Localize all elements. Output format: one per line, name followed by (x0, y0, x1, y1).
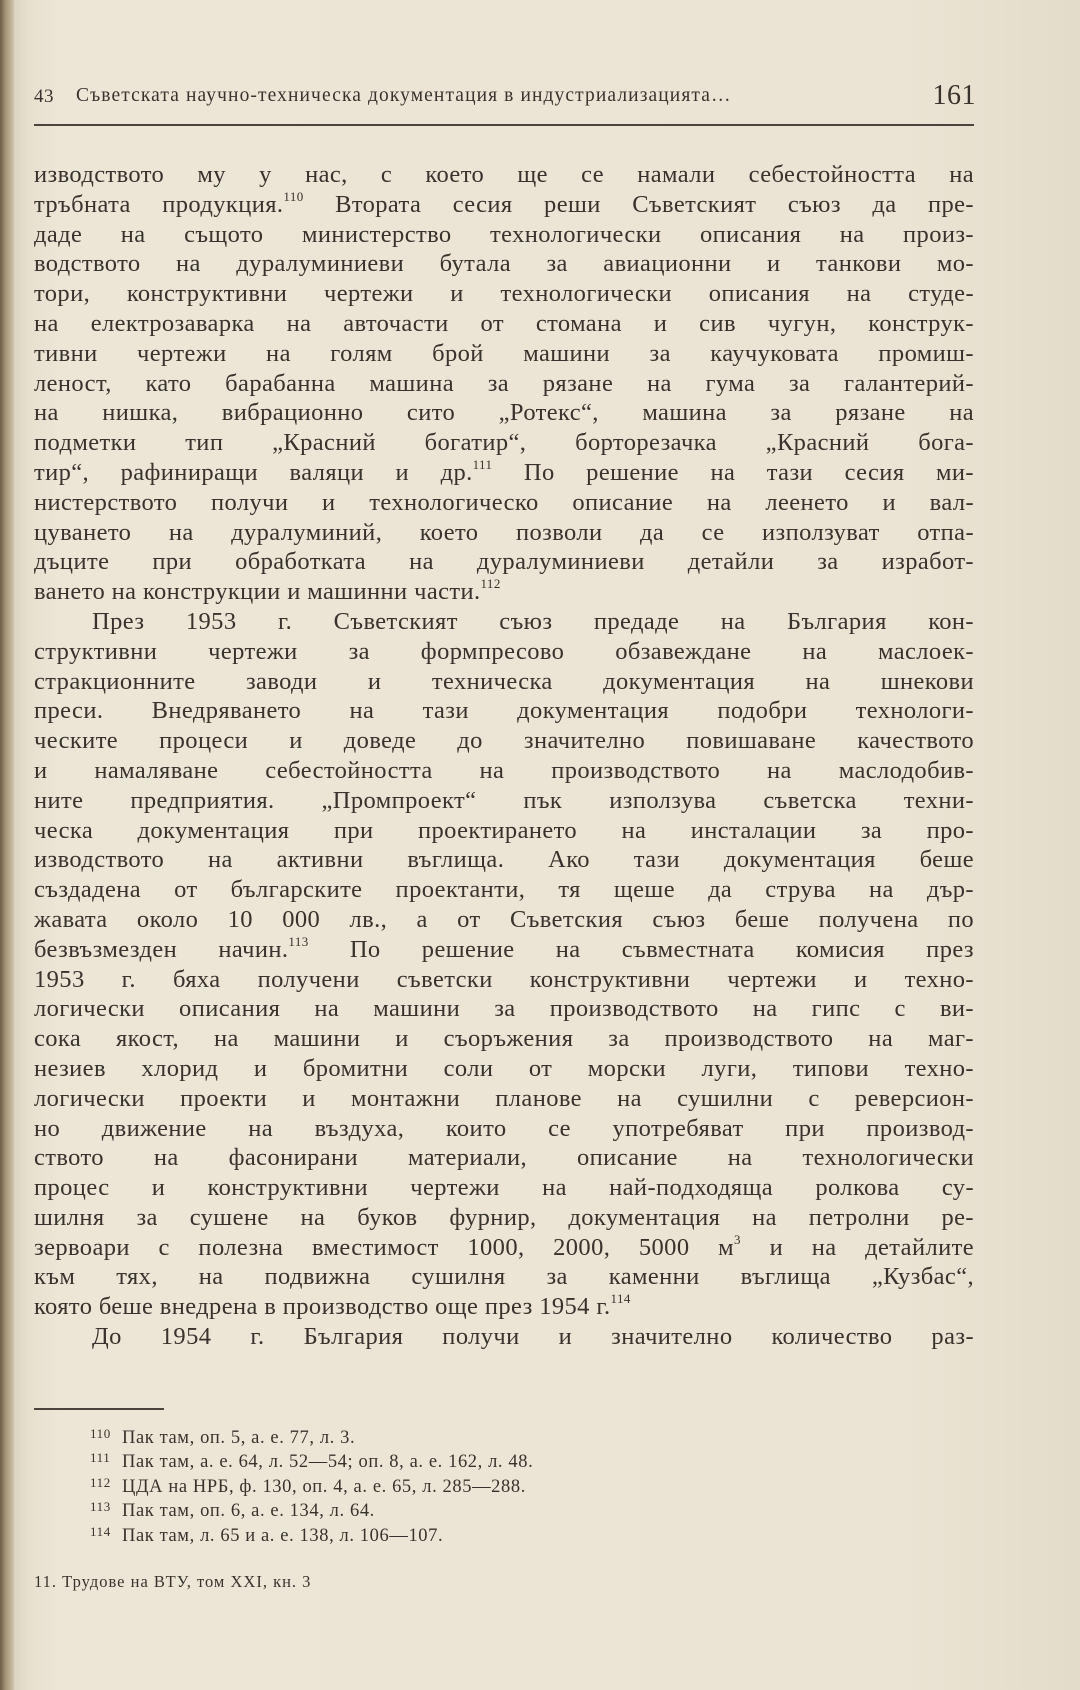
body-line-text: шилня за сушене на буков фурнир, документация на петролни ре- (34, 1203, 974, 1231)
body-line-text: на нишка, вибрационно сито „Ротекс“, машина за рязане на (34, 399, 974, 427)
body-line-text: През 1953 г. Съветският съюз предаде на България кон- (92, 607, 974, 635)
body-line (34, 190, 974, 220)
body-line-text: логически проекти и монтажни планове на сушилни с реверсион- (34, 1084, 974, 1112)
body-line-text: преси. Внедряването на тази документация подобри технологи- (34, 697, 974, 725)
body-line (34, 309, 974, 339)
footnote-reference: 110 (283, 189, 304, 204)
body-line (34, 1262, 974, 1292)
body-line-text: ческа документация при проектирането на инсталации за про- (34, 816, 974, 844)
body-line-text: изводството на активни въглища. Ако тази документация беше (34, 846, 974, 874)
body-line-text: ческите процеси и доведе до значително повишаване качеството (34, 727, 974, 755)
body-line (34, 369, 974, 399)
body-line-text: цуването на дуралуминий, което позволи да се използуват отпа- (34, 518, 974, 546)
footnote-reference: 112 (480, 577, 501, 592)
footnote-reference: 113 (288, 934, 309, 949)
body-line-text: на електрозаварка на авточасти от стомана и сив чугун, конструк- (34, 309, 974, 337)
body-line (34, 398, 974, 428)
body-line (34, 1084, 974, 1114)
body-line (34, 786, 974, 816)
body-line (34, 816, 974, 846)
footnote-number: 111 (90, 1450, 111, 1466)
body-line (34, 1322, 974, 1352)
footnote-number: 114 (90, 1523, 111, 1539)
body-line-text: водството на дуралуминиеви бутала за авиационни и танкови мо- (34, 250, 974, 278)
body-line (34, 547, 974, 577)
body-line (34, 667, 974, 697)
body-line-text: която беше внедрена в производство още през 1954 г. (34, 1293, 611, 1321)
body-line (34, 339, 974, 369)
body-line (34, 160, 974, 190)
body-line-text: безвъзмезден начин. (34, 935, 289, 963)
footnote-item (90, 1422, 790, 1446)
body-line (34, 905, 974, 935)
body-line (34, 607, 974, 637)
body-line (34, 696, 974, 726)
body-line (34, 1143, 974, 1173)
footnote-item (90, 1471, 790, 1495)
body-line-text: ството на фасонирани материали, описание на технологически (34, 1144, 974, 1172)
footnote-text: ЦДА на НРБ, ф. 130, оп. 4, а. е. 65, л. 285—288. (122, 1476, 526, 1497)
body-line (34, 756, 974, 786)
running-header (34, 78, 974, 118)
body-line-text: подметки тип „Красний богатир“, борторезачка „Красний бога- (34, 429, 974, 457)
body-line-text: тивни чертежи на голям брой машини за каучуковата промиш- (34, 339, 974, 367)
footnote-item (90, 1520, 790, 1544)
body-line-text: процес и конструктивни чертежи на най-подходяща ролкова су- (34, 1174, 974, 1202)
printer-signature: 11. Трудове на ВТУ, том XXI, кн. 3 (34, 1572, 312, 1591)
body-line (34, 428, 974, 458)
body-line-text: ните предприятия. „Промпроект“ пък използува съветска техни- (34, 786, 974, 814)
footnote-reference: 111 (472, 457, 493, 472)
body-line (34, 994, 974, 1024)
body-line-text: сока якост, на машини и съоръжения за производството на маг- (34, 1025, 974, 1053)
body-line (34, 577, 974, 607)
body-line (34, 249, 974, 279)
body-line (34, 488, 974, 518)
article-number: 43 (34, 86, 54, 107)
body-line (34, 518, 974, 548)
body-line-text: зервоари с полезна вместимост 1000, 2000, 5000 м (34, 1233, 735, 1261)
footnote-number: 110 (90, 1426, 111, 1441)
body-line (34, 637, 974, 667)
body-line-text: ването на конструкции и машинни части. (34, 578, 481, 606)
body-line-text: 1953 г. бяха получени съветски конструктивни чертежи и техно- (34, 965, 974, 993)
body-line (34, 1114, 974, 1144)
body-line (34, 458, 974, 488)
body-line-text: тръбната продукция. (34, 190, 284, 218)
body-line-text: но движение на въздуха, които се употребяват при производ- (34, 1114, 974, 1142)
body-line-text: жавата около 10 000 лв., а от Съветския съюз беше получена по (34, 905, 974, 933)
body-line-tail: и на детайлите (740, 1233, 974, 1261)
body-line (34, 726, 974, 756)
body-line-text: нистерството получи и технологическо описание на леенето и вал- (34, 488, 974, 516)
running-title: Съветската научно-техническа документация в индустриализацията… (76, 85, 732, 106)
body-line-text: стракционните заводи и техническа документация на шнекови (34, 667, 974, 695)
body-line (34, 1292, 974, 1322)
footnotes (90, 1422, 790, 1544)
footnote-reference: 114 (610, 1292, 631, 1307)
body-line (34, 220, 974, 250)
body-line-tail: По решение на тази сесия ми- (492, 458, 974, 486)
body-line (34, 1024, 974, 1054)
body-line-text: и намаляване себестойността на производството на маслодобив- (34, 756, 974, 784)
body-line (34, 1173, 974, 1203)
book-spine-shadow (0, 0, 14, 1690)
body-line-text: леност, като барабанна машина за рязане на гума за галантерий- (34, 369, 974, 397)
footnote-number: 112 (90, 1474, 111, 1490)
body-line-text: създадена от българските проектанти, тя щеше да струва на дър- (34, 876, 974, 904)
footnote-text: Пак там, оп. 5, а. е. 77, л. 3. (122, 1428, 356, 1448)
footnote-text: Пак там, л. 65 и а. е. 138, л. 106—107. (122, 1525, 444, 1546)
body-line-text: тир“, рафиниращи валяци и др. (34, 458, 473, 486)
body-line (34, 1203, 974, 1233)
body-line-tail: Втората сесия реши Съветският съюз да пре- (303, 190, 974, 218)
footnote-text: Пак там, а. е. 64, л. 52—54; оп. 8, а. е. 162, л. 48. (122, 1452, 534, 1473)
body-line-text: тори, конструктивни чертежи и технологически описания на студе- (34, 280, 974, 308)
body-line (34, 965, 974, 995)
footnote-number: 113 (90, 1499, 111, 1515)
body-line (34, 935, 974, 965)
footnote-item (90, 1446, 790, 1473)
body-line (34, 279, 974, 309)
footnote-text: Пак там, оп. 6, а. е. 134, л. 64. (122, 1501, 375, 1522)
page-number: 161 (932, 80, 976, 111)
body-line (34, 1054, 974, 1084)
body-line-text: До 1954 г. България получи и значително количество раз- (92, 1323, 974, 1351)
body-line-text: структивни чертежи за формпресово обзавеждане на маслоек- (34, 637, 974, 665)
footnote-rule (34, 1408, 164, 1410)
body-line-text: незиев хлорид и бромитни соли от морски луги, типови техно- (34, 1054, 974, 1082)
body-line-text: даде на същото министерство технологически описания на произ- (34, 220, 974, 248)
body-line (34, 845, 974, 875)
footnote-reference: 3 (734, 1232, 741, 1247)
body-line-text: към тях, на подвижна сушилня за каменни въглища „Кузбас“, (34, 1263, 974, 1291)
body-line (34, 875, 974, 905)
footnote-item (90, 1495, 790, 1522)
body-line-tail: По решение на съвместната комисия през (308, 935, 974, 963)
body-line-text: логически описания на машини за производството на гипс с ви- (34, 995, 974, 1023)
body-line (34, 1233, 974, 1263)
header-rule (34, 124, 974, 126)
body-text (34, 160, 974, 1352)
body-line-text: дъците при обработката на дуралуминиеви детайли за изработ- (34, 548, 974, 576)
body-line-text: изводството му у нас, с което ще се намали себестойността на (34, 161, 974, 188)
